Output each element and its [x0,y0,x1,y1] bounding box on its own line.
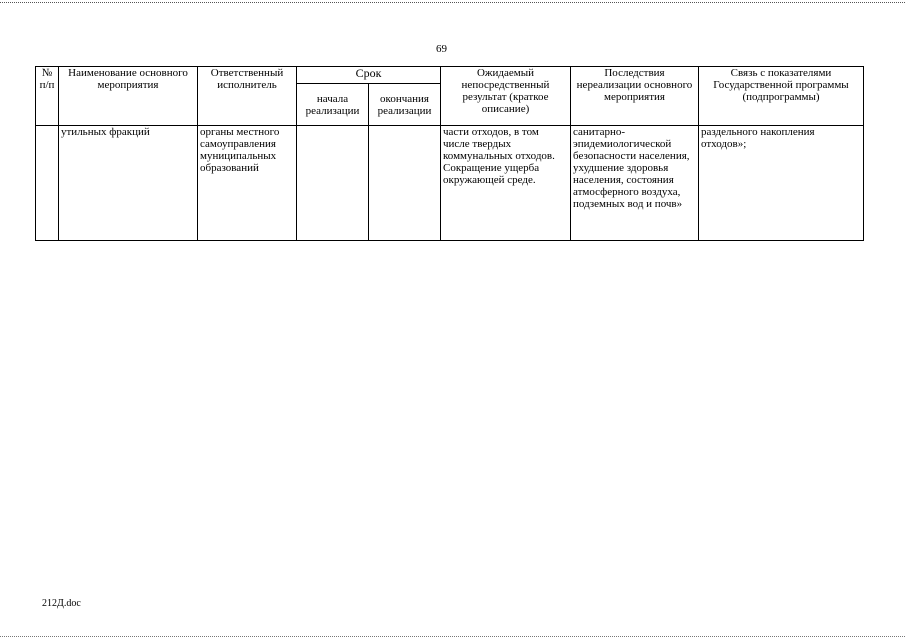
header-expected: Ожидаемый непосредственный результат (краткое описание) [441,67,571,126]
cell-num [36,126,59,241]
cell-consequences: санитарно-эпидемиологической безопасности населения, ухудшение здоровья населения, состояния атмосферного воздуха, подземных вод и почв» [571,126,699,241]
scan-bottom-edge [0,636,905,637]
header-term-start: начала реализации [297,84,369,126]
cell-term-start [297,126,369,241]
header-term-end: окончания реализации [369,84,441,126]
header-responsible: Ответственный исполнитель [198,67,297,126]
cell-link: раздельного накопления отходов»; [699,126,864,241]
scan-top-edge [0,2,905,3]
cell-name: утильных фракций [59,126,198,241]
header-term: Срок [297,67,441,84]
header-link: Связь с показателями Государственной программы (подпрограммы) [699,67,864,126]
cell-term-end [369,126,441,241]
table-row [36,126,864,241]
cell-responsible: органы местного самоуправления муниципальных образований [198,126,297,241]
cell-expected: части отходов, в том числе твердых коммунальных отходов. Сокращение ущерба окружающей среде. [441,126,571,241]
footer-filename: 212Д.doc [42,598,81,609]
activities-table [35,66,864,241]
header-num: № п/п [36,67,59,126]
header-name: Наименование основного мероприятия [59,67,198,126]
header-consequences: Последствия нереализации основного мероприятия [571,67,699,126]
page-number: 69 [436,43,447,55]
